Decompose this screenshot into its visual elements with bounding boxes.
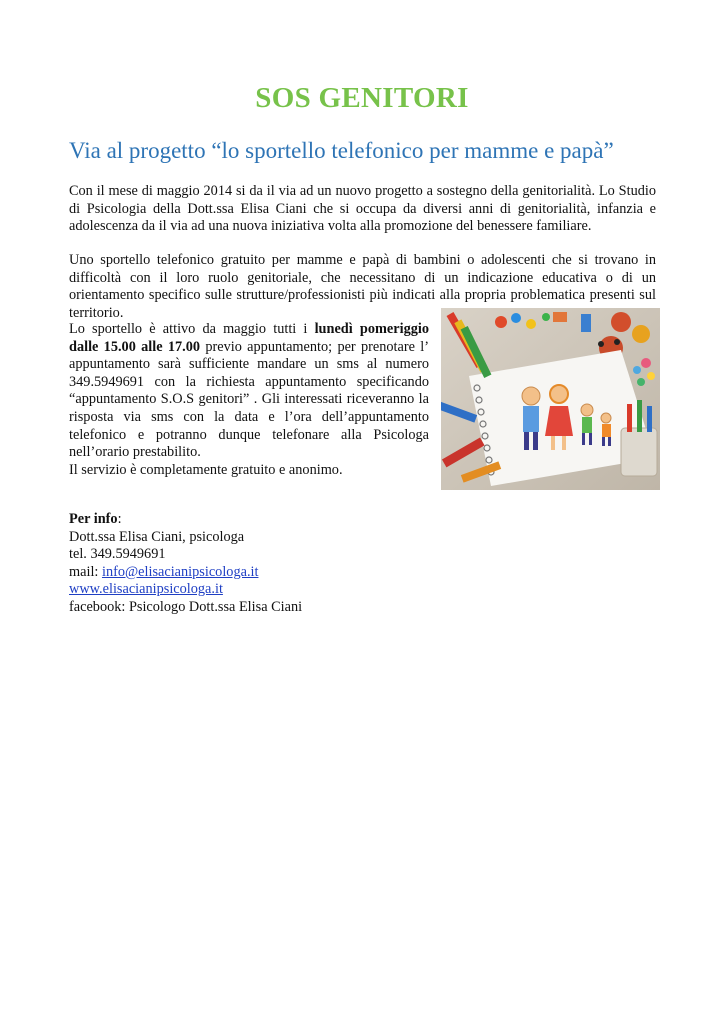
- family-drawing-photo: [441, 308, 660, 490]
- contact-facebook: facebook: Psicologo Dott.ssa Elisa Ciani: [69, 598, 303, 615]
- page-subtitle: Via al progetto “lo sportello telefonico per mamme e papà”: [69, 138, 614, 163]
- contact-info: [69, 511, 429, 617]
- free-service-note: Il servizio è completamente gratuito e anonimo.: [69, 461, 343, 478]
- contact-email-link[interactable]: info@elisacianipsicologa.it: [101, 563, 259, 580]
- schedule-hours: lunedì pomeriggio dalle 15.00 alle 17.00: [69, 321, 429, 355]
- info-heading-colon: :: [117, 511, 122, 527]
- contact-phone: tel. 349.5949691: [69, 546, 166, 563]
- intro-paragraph: Con il mese di maggio 2014 si da il via ad un nuovo progetto a sostegno della genitorialità. Lo Studio di Psicologia della Dott.ssa Elisa Ciani che si occupa da diversi anni di genitorialità, infanzia e adolescenza da il via ad una nuova iniziativa volta alla promozione del benessere familiare.: [69, 183, 656, 235]
- website-link[interactable]: www.elisacianipsicologa.it: [69, 581, 223, 598]
- schedule-text-before: Lo sportello è attivo da maggio tutti i: [69, 321, 315, 337]
- page-title: SOS GENITORI: [255, 82, 469, 114]
- contact-mail-label: mail:: [69, 563, 102, 580]
- contact-name: Dott.ssa Elisa Ciani, psicologa: [69, 528, 245, 545]
- schedule-paragraph: [69, 321, 429, 479]
- info-heading: Per info: [69, 511, 118, 527]
- schedule-text-after: previo appuntamento; per prenotare l’ appuntamento sarà sufficiente mandare un sms al numero 349.5949691 con la richiesta appuntamento specificando “appuntamento S.O.S genitori” . Gli interessati riceveranno la risposta via sms con la data e l’ora dell’appuntamento telefonico e potranno dunque telefonare alla Psicologa nell’orario prestabilito.: [69, 338, 429, 461]
- service-paragraph: Uno sportello telefonico gratuito per mamme e papà di bambini o adolescenti che si trovano in difficoltà con il loro ruolo genitoriale, che necessitano di un indicazione educativa o di un orientamento specifico sulle strutture/professionisti più indicati alla propria problematica presenti sul territorio.: [69, 252, 656, 321]
